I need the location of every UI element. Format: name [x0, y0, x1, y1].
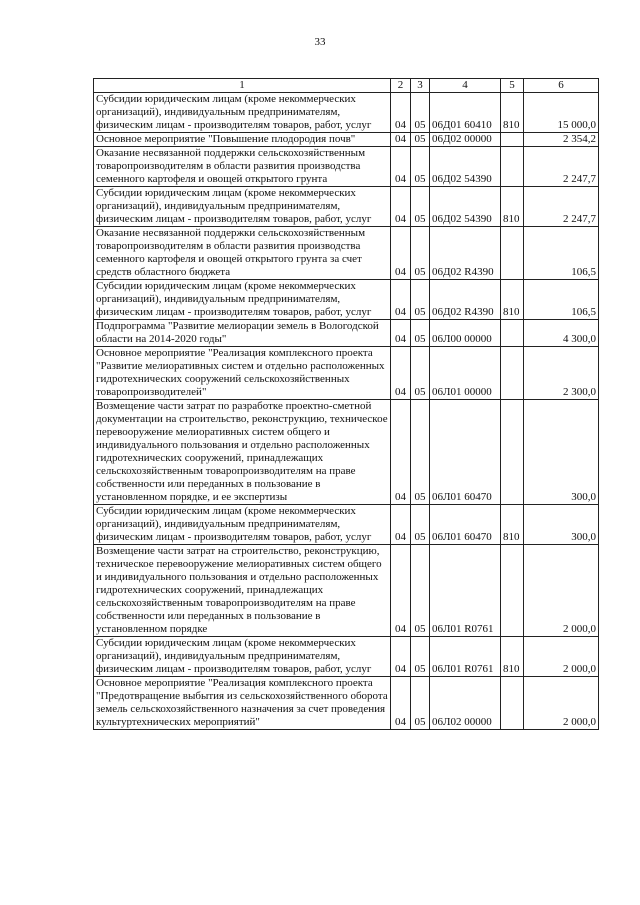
row-subsection: 05 — [411, 280, 430, 320]
row-expense-type — [501, 147, 524, 187]
row-section: 04 — [391, 637, 411, 677]
row-target-article: 06Л01 R0761 — [430, 637, 501, 677]
table-row — [94, 133, 599, 147]
header-name: 1 — [94, 79, 391, 93]
row-expense-type: 810 — [501, 505, 524, 545]
row-subsection: 05 — [411, 677, 430, 730]
row-section: 04 — [391, 347, 411, 400]
row-amount: 300,0 — [524, 400, 599, 505]
row-expense-type: 810 — [501, 93, 524, 133]
row-amount: 2 247,7 — [524, 187, 599, 227]
row-name: Основное мероприятие "Повышение плодородия почв" — [94, 133, 391, 147]
row-expense-type — [501, 677, 524, 730]
row-subsection: 05 — [411, 637, 430, 677]
row-subsection: 05 — [411, 187, 430, 227]
row-subsection: 05 — [411, 545, 430, 637]
row-expense-type: 810 — [501, 280, 524, 320]
row-amount: 2 000,0 — [524, 677, 599, 730]
row-expense-type: 810 — [501, 187, 524, 227]
table-row — [94, 347, 599, 400]
row-subsection: 05 — [411, 147, 430, 187]
row-target-article: 06Д02 54390 — [430, 187, 501, 227]
row-amount: 2 000,0 — [524, 637, 599, 677]
row-target-article: 06Д02 54390 — [430, 147, 501, 187]
row-section: 04 — [391, 227, 411, 280]
row-amount: 2 300,0 — [524, 347, 599, 400]
row-expense-type — [501, 133, 524, 147]
row-expense-type — [501, 347, 524, 400]
table-row — [94, 280, 599, 320]
row-expense-type — [501, 400, 524, 505]
row-section: 04 — [391, 545, 411, 637]
table-row — [94, 400, 599, 505]
row-amount: 300,0 — [524, 505, 599, 545]
row-target-article: 06Л01 60470 — [430, 400, 501, 505]
row-amount: 2 247,7 — [524, 147, 599, 187]
header-amount: 6 — [524, 79, 599, 93]
row-amount: 106,5 — [524, 227, 599, 280]
row-subsection: 05 — [411, 227, 430, 280]
table-row — [94, 93, 599, 133]
row-subsection: 05 — [411, 93, 430, 133]
header-target-article: 4 — [430, 79, 501, 93]
row-section: 04 — [391, 187, 411, 227]
row-subsection: 05 — [411, 400, 430, 505]
row-amount: 4 300,0 — [524, 320, 599, 347]
header-row — [94, 79, 599, 93]
budget-table — [93, 78, 599, 730]
row-target-article: 06Д02 00000 — [430, 133, 501, 147]
row-section: 04 — [391, 400, 411, 505]
row-target-article: 06Д02 R4390 — [430, 280, 501, 320]
row-name: Оказание несвязанной поддержки сельскохозяйственным товаропроизводителям в области развития производства семенного картофеля и овощей открытого грунта — [94, 147, 391, 187]
header-subsection: 3 — [411, 79, 430, 93]
row-subsection: 05 — [411, 505, 430, 545]
row-expense-type — [501, 545, 524, 637]
table-row — [94, 147, 599, 187]
row-target-article: 06Л02 00000 — [430, 677, 501, 730]
row-target-article: 06Д01 60410 — [430, 93, 501, 133]
row-name: Оказание несвязанной поддержки сельскохозяйственным товаропроизводителям в области развития производства семенного картофеля и овощей открытого грунта за счет средств областного бюджета — [94, 227, 391, 280]
row-amount: 15 000,0 — [524, 93, 599, 133]
row-expense-type — [501, 227, 524, 280]
row-subsection: 05 — [411, 347, 430, 400]
row-name: Возмещение части затрат на строительство, реконструкцию, техническое перевооружение мелиоративных систем общего и индивидуального пользования и отдельно расположенных гидротехнических сооружений, принадлежащих сельскохозяйственным товаропроизводителям на праве собственности или переданных в пользование в установленном порядке — [94, 545, 391, 637]
row-section: 04 — [391, 320, 411, 347]
page-number: 33 — [314, 36, 326, 48]
row-section: 04 — [391, 677, 411, 730]
row-target-article: 06Л01 60470 — [430, 505, 501, 545]
header-section: 2 — [391, 79, 411, 93]
row-expense-type: 810 — [501, 637, 524, 677]
row-target-article: 06Л01 00000 — [430, 347, 501, 400]
row-section: 04 — [391, 93, 411, 133]
table-row — [94, 187, 599, 227]
row-name: Субсидии юридическим лицам (кроме некоммерческих организаций), индивидуальным предпринимателям, физическим лицам - производителям товаров, работ, услуг — [94, 93, 391, 133]
row-name: Подпрограмма "Развитие мелиорации земель в Вологодской области на 2014-2020 годы" — [94, 320, 391, 347]
row-name: Возмещение части затрат по разработке проектно-сметной документации на строительство, реконструкцию, техническое перевооружение мелиоративных систем общего и индивидуального пользования и отдельно расположенных гидротехнических сооружений, принадлежащих сельскохозяйственным товаропроизводителям на праве собственности или переданных в пользование в установленном порядке, и ее экспертизы — [94, 400, 391, 505]
row-amount: 2 000,0 — [524, 545, 599, 637]
row-expense-type — [501, 320, 524, 347]
table-row — [94, 320, 599, 347]
table-row — [94, 637, 599, 677]
row-subsection: 05 — [411, 133, 430, 147]
table-row — [94, 505, 599, 545]
row-section: 04 — [391, 147, 411, 187]
row-target-article: 06Л01 R0761 — [430, 545, 501, 637]
row-amount: 2 354,2 — [524, 133, 599, 147]
row-name: Субсидии юридическим лицам (кроме некоммерческих организаций), индивидуальным предпринимателям, физическим лицам - производителям товаров, работ, услуг — [94, 637, 391, 677]
table-row — [94, 677, 599, 730]
row-section: 04 — [391, 505, 411, 545]
row-name: Субсидии юридическим лицам (кроме некоммерческих организаций), индивидуальным предпринимателям, физическим лицам - производителям товаров, работ, услуг — [94, 505, 391, 545]
table-row — [94, 545, 599, 637]
row-target-article: 06Д02 R4390 — [430, 227, 501, 280]
row-subsection: 05 — [411, 320, 430, 347]
table-row — [94, 227, 599, 280]
row-amount: 106,5 — [524, 280, 599, 320]
row-section: 04 — [391, 280, 411, 320]
row-name: Основное мероприятие "Реализация комплексного проекта "Предотвращение выбытия из сельскохозяйственного оборота земель сельскохозяйственного назначения за счет проведения культуртехнических мероприятий" — [94, 677, 391, 730]
row-name: Субсидии юридическим лицам (кроме некоммерческих организаций), индивидуальным предпринимателям, физическим лицам - производителям товаров, работ, услуг — [94, 280, 391, 320]
row-name: Субсидии юридическим лицам (кроме некоммерческих организаций), индивидуальным предпринимателям, физическим лицам - производителям товаров, работ, услуг — [94, 187, 391, 227]
row-target-article: 06Л00 00000 — [430, 320, 501, 347]
row-section: 04 — [391, 133, 411, 147]
row-name: Основное мероприятие "Реализация комплексного проекта "Развитие мелиоративных систем и отдельно расположенных гидротехнических сооружений сельскохозяйственных товаропроизводителей" — [94, 347, 391, 400]
header-expense-type: 5 — [501, 79, 524, 93]
